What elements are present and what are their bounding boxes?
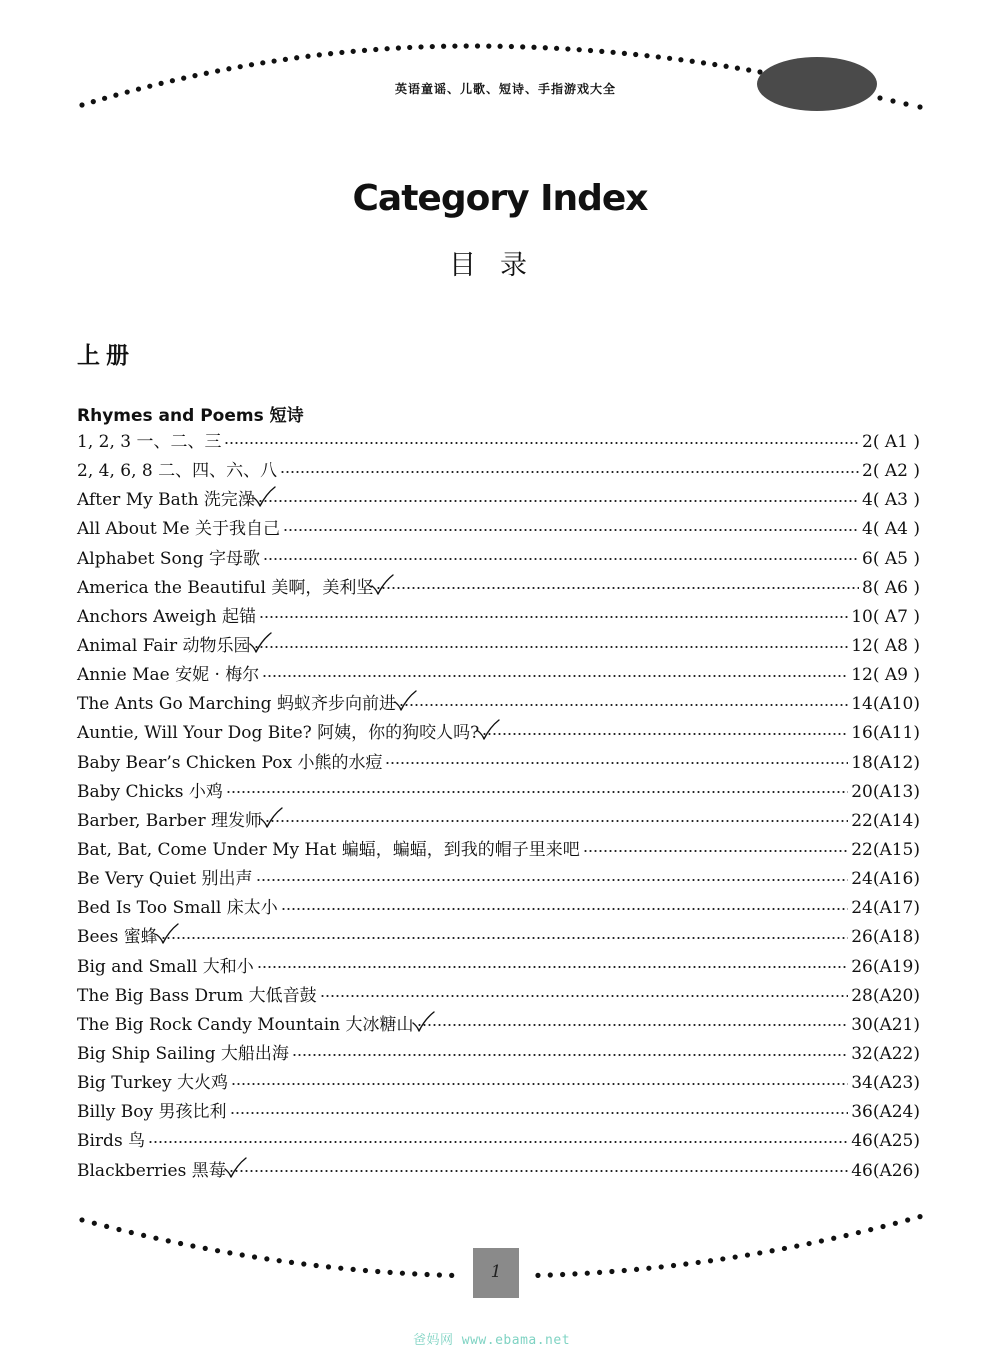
section-heading: Rhymes and Poems 短诗 bbox=[77, 406, 304, 426]
dot-leader bbox=[254, 645, 849, 649]
check-mark-icon bbox=[247, 630, 273, 656]
toc-entry[interactable] bbox=[77, 457, 920, 486]
dot-leader bbox=[262, 674, 848, 678]
toc-entry-title: Barber, Barber 理发师 bbox=[77, 810, 262, 831]
check-mark-icon bbox=[251, 484, 277, 510]
dot-leader bbox=[280, 470, 859, 474]
toc-entry-page: 22(A14) bbox=[851, 810, 920, 831]
toc-entry-title: Bees 蜜蜂 bbox=[77, 927, 158, 948]
toc-entry-title: America the Beautiful 美啊，美利坚 bbox=[77, 577, 374, 598]
toc-entry-page: 2( A1 ) bbox=[862, 432, 920, 452]
toc-entry-title: The Big Bass Drum 大低音鼓 bbox=[77, 985, 317, 1006]
toc-entry-page: 16(A11) bbox=[851, 723, 920, 744]
toc-entry-title: The Big Rock Candy Mountain 大冰糖山 bbox=[77, 1014, 414, 1035]
toc-entry[interactable] bbox=[77, 836, 920, 865]
check-mark-icon bbox=[410, 1009, 436, 1035]
toc-entry-title: 1, 2, 3 一、二、三 bbox=[77, 432, 222, 452]
toc-entry-page: 14(A10) bbox=[851, 694, 920, 715]
dot-leader bbox=[224, 441, 859, 445]
toc-entry-title: Be Very Quiet 别出声 bbox=[77, 869, 253, 890]
toc-entry[interactable] bbox=[77, 1157, 920, 1186]
toc-entry-title: Bat, Bat, Come Under My Hat 蝙蝠，蝙蝠，到我的帽子里来吧 bbox=[77, 839, 580, 860]
toc-entry[interactable] bbox=[77, 1098, 920, 1127]
dot-leader bbox=[259, 615, 848, 619]
toc-entry[interactable] bbox=[77, 1040, 920, 1069]
toc-entry[interactable] bbox=[77, 486, 920, 515]
toc-entry-page: 4( A4 ) bbox=[862, 519, 920, 540]
dot-leader bbox=[226, 790, 848, 794]
toc-entry-page: 20(A13) bbox=[851, 781, 920, 802]
toc-entry-title: Billy Boy 男孩比利 bbox=[77, 1102, 227, 1123]
toc-entry-title: Annie Mae 安妮 · 梅尔 bbox=[77, 665, 260, 686]
toc-entry-page: 2( A2 ) bbox=[862, 461, 920, 482]
toc-entry-page: 6( A5 ) bbox=[862, 548, 920, 569]
page-subtitle: 目录 bbox=[449, 250, 551, 281]
toc-entry-page: 28(A20) bbox=[851, 985, 920, 1006]
dot-leader bbox=[417, 1023, 849, 1027]
check-mark-icon bbox=[258, 805, 284, 831]
dot-leader bbox=[263, 557, 859, 561]
dot-leader bbox=[320, 994, 849, 998]
page-number: 1 bbox=[490, 1262, 502, 1282]
toc-entry-page: 22(A15) bbox=[851, 839, 920, 860]
toc-entry-page: 46(A26) bbox=[851, 1160, 920, 1181]
dot-leader bbox=[399, 703, 848, 707]
toc-entry[interactable] bbox=[77, 603, 920, 632]
toc-entry-title: Bed Is Too Small 床太小 bbox=[77, 898, 278, 919]
toc-entry[interactable] bbox=[77, 515, 920, 544]
toc-entry[interactable] bbox=[77, 982, 920, 1011]
dot-leader bbox=[230, 1111, 849, 1115]
toc-entry[interactable] bbox=[77, 1011, 920, 1040]
dot-leader bbox=[283, 528, 859, 532]
dot-leader bbox=[265, 819, 848, 823]
toc-entry-page: 36(A24) bbox=[851, 1102, 920, 1123]
toc-entry[interactable] bbox=[77, 894, 920, 923]
toc-entry-title: Baby Chicks 小鸡 bbox=[77, 781, 223, 802]
toc-entry-title: Alphabet Song 字母歌 bbox=[77, 548, 260, 569]
dot-leader bbox=[148, 1140, 848, 1144]
toc-entry[interactable] bbox=[77, 807, 920, 836]
dot-leader bbox=[257, 965, 848, 969]
toc-entry-title: Birds 鸟 bbox=[77, 1131, 146, 1152]
dot-leader bbox=[482, 732, 848, 736]
toc-entry-title: Blackberries 黑莓 bbox=[77, 1160, 226, 1181]
toc-entry-title: 2, 4, 6, 8 二、四、六、八 bbox=[77, 461, 278, 482]
toc-entry-page: 32(A22) bbox=[851, 1043, 920, 1064]
toc-entry[interactable] bbox=[77, 574, 920, 603]
volume-heading: 上册 bbox=[77, 343, 135, 369]
dot-leader bbox=[281, 907, 848, 911]
toc-entry-page: 4( A3 ) bbox=[862, 490, 920, 511]
check-mark-icon bbox=[475, 717, 501, 743]
toc-entry-page: 12( A9 ) bbox=[851, 665, 920, 686]
toc-entry[interactable] bbox=[77, 749, 920, 778]
toc-entry[interactable] bbox=[77, 661, 920, 690]
toc-entry-page: 24(A17) bbox=[851, 898, 920, 919]
toc-entry-title: Big Turkey 大火鸡 bbox=[77, 1073, 228, 1094]
running-header: 英语童谣、儿歌、短诗、手指游戏大全 bbox=[395, 82, 617, 96]
toc-entry[interactable] bbox=[77, 632, 920, 661]
toc-entry[interactable] bbox=[77, 923, 920, 952]
page-title: Category Index bbox=[352, 178, 648, 219]
watermark: 爸妈网 www.ebama.net bbox=[412, 1333, 571, 1348]
toc-entry[interactable] bbox=[77, 1069, 920, 1098]
toc-entry-page: 26(A19) bbox=[851, 956, 920, 977]
dot-leader bbox=[256, 878, 849, 882]
toc-entry[interactable] bbox=[77, 953, 920, 982]
toc-entry[interactable] bbox=[77, 428, 920, 457]
toc-entry-title: Auntie, Will Your Dog Bite? 阿姨，你的狗咬人吗? bbox=[77, 723, 480, 744]
toc-entry-page: 8( A6 ) bbox=[862, 577, 920, 598]
toc-entry-title: Big and Small 大和小 bbox=[77, 956, 254, 977]
check-mark-icon bbox=[392, 688, 418, 714]
toc-entry-page: 46(A25) bbox=[851, 1131, 920, 1152]
toc-entry-page: 10( A7 ) bbox=[851, 606, 920, 627]
dot-leader bbox=[229, 1169, 848, 1173]
check-mark-icon bbox=[369, 572, 395, 598]
dot-leader bbox=[292, 1053, 848, 1057]
toc-entry-title: Big Ship Sailing 大船出海 bbox=[77, 1043, 289, 1064]
check-mark-icon bbox=[222, 1155, 248, 1181]
check-mark-icon bbox=[154, 921, 180, 947]
toc-entry[interactable] bbox=[77, 778, 920, 807]
toc-entry-page: 34(A23) bbox=[851, 1073, 920, 1094]
table-of-contents bbox=[77, 428, 920, 1186]
toc-entry-page: 30(A21) bbox=[851, 1014, 920, 1035]
toc-entry-title: After My Bath 洗完澡 bbox=[77, 490, 255, 511]
header-oval-decoration bbox=[757, 57, 877, 111]
dot-leader bbox=[161, 936, 848, 940]
dot-leader bbox=[376, 586, 859, 590]
toc-entry-title: Anchors Aweigh 起锚 bbox=[77, 606, 256, 627]
toc-entry-page: 26(A18) bbox=[851, 927, 920, 948]
toc-entry-title: The Ants Go Marching 蚂蚁齐步向前进 bbox=[77, 694, 396, 715]
toc-entry[interactable] bbox=[77, 690, 920, 719]
dot-leader bbox=[258, 499, 859, 503]
toc-entry[interactable] bbox=[77, 545, 920, 574]
toc-entry-title: Animal Fair 动物乐园 bbox=[77, 635, 251, 656]
toc-entry[interactable] bbox=[77, 865, 920, 894]
toc-entry-page: 12( A8 ) bbox=[851, 635, 920, 656]
toc-entry-title: All About Me 关于我自己 bbox=[77, 519, 281, 540]
toc-entry-page: 18(A12) bbox=[851, 752, 920, 773]
toc-entry-page: 24(A16) bbox=[851, 869, 920, 890]
dot-leader bbox=[385, 761, 848, 765]
toc-entry-title: Baby Bear’s Chicken Pox 小熊的水痘 bbox=[77, 752, 383, 773]
dot-leader bbox=[583, 849, 848, 853]
toc-entry[interactable] bbox=[77, 1127, 920, 1156]
dot-leader bbox=[231, 1082, 848, 1086]
